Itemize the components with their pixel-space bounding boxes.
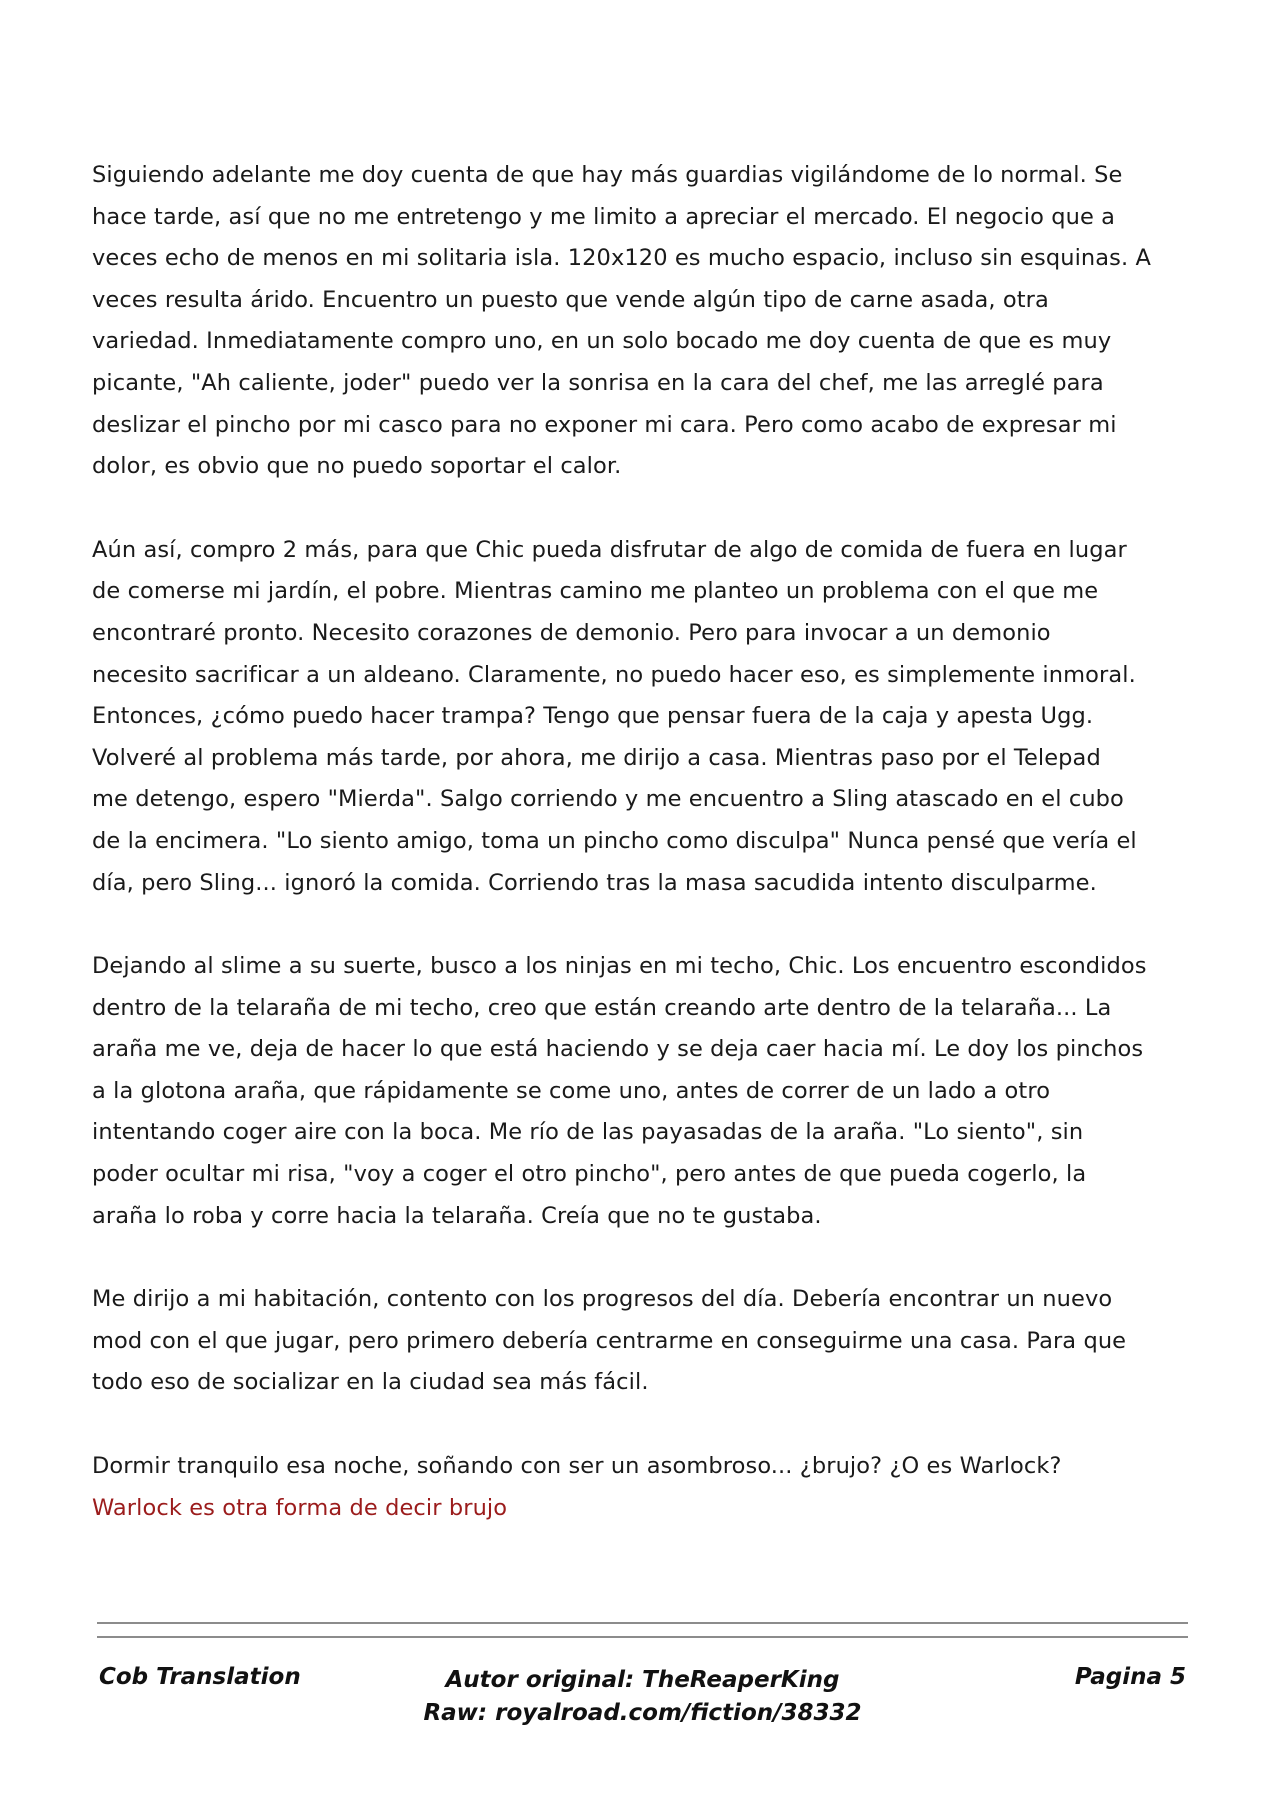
footer-page-number: Pagina 5 bbox=[1074, 1664, 1186, 1690]
text-line: Me dirijo a mi habitación, contento con los progresos del día. Debería encontrar un nuevo bbox=[92, 1286, 1113, 1313]
footer-translator: Cob Translation bbox=[99, 1664, 301, 1690]
text-line: Entonces, ¿cómo puedo hacer trampa? Tengo que pensar fuera de la caja y apesta Ugg. bbox=[92, 703, 1094, 730]
text-line: variedad. Inmediatamente compro uno, en un solo bocado me doy cuenta de que es muy bbox=[92, 328, 1112, 355]
text-line: Dejando al slime a su suerte, busco a los ninjas en mi techo, Chic. Los encuentro escondidos bbox=[92, 953, 1147, 980]
text-line: veces resulta árido. Encuentro un puesto que vende algún tipo de carne asada, otra bbox=[92, 286, 1049, 313]
text-line: veces echo de menos en mi solitaria isla. 120x120 es mucho espacio, incluso sin esquinas. A bbox=[92, 245, 1151, 272]
text-line: de comerse mi jardín, el pobre. Mientras camino me planteo un problema con el que me bbox=[92, 578, 1099, 605]
text-line: día, pero Sling... ignoró la comida. Corriendo tras la masa sacudida intento disculparme. bbox=[92, 869, 1097, 896]
text-line: araña me ve, deja de hacer lo que está haciendo y se deja caer hacia mí. Le doy los pinchos bbox=[92, 1036, 1144, 1063]
text-line: me detengo, espero "Mierda". Salgo corriendo y me encuentro a Sling atascado en el cubo bbox=[92, 786, 1124, 813]
text-line: de la encimera. "Lo siento amigo, toma un pincho como disculpa" Nunca pensé que vería el bbox=[92, 827, 1137, 854]
text-line: encontraré pronto. Necesito corazones de demonio. Pero para invocar a un demonio bbox=[92, 619, 1051, 646]
translator-note: Warlock es otra forma de decir brujo bbox=[92, 1494, 508, 1521]
text-line: necesito sacrificar a un aldeano. Claramente, no puedo hacer eso, es simplemente inmoral. bbox=[92, 661, 1136, 688]
paragraph-5 bbox=[92, 1446, 1202, 1529]
text-line: dolor, es obvio que no puedo soportar el calor. bbox=[92, 453, 622, 480]
footer-divider-top bbox=[97, 1622, 1188, 1624]
text-line: deslizar el pincho por mi casco para no exponer mi cara. Pero como acabo de expresar mi bbox=[92, 411, 1117, 438]
text-line: poder ocultar mi risa, "voy a coger el otro pincho", pero antes de que pueda cogerlo, la bbox=[92, 1161, 1087, 1188]
text-line: Dormir tranquilo esa noche, soñando con ser un asombroso... ¿brujo? ¿O es Warlock? bbox=[92, 1453, 1062, 1480]
text-line: Aún así, compro 2 más, para que Chic pueda disfrutar de algo de comida de fuera en lugar bbox=[92, 536, 1127, 563]
paragraph-4 bbox=[92, 1279, 1202, 1404]
paragraph-1 bbox=[92, 155, 1202, 488]
text-line: a la glotona araña, que rápidamente se come uno, antes de correr de un lado a otro bbox=[92, 1077, 1051, 1104]
text-line: dentro de la telaraña de mi techo, creo que están creando arte dentro de la telaraña... La bbox=[92, 994, 1112, 1021]
footer-raw-source: Raw: royalroad.com/fiction/38332 bbox=[423, 1700, 862, 1726]
footer-original-author: Autor original: TheReaperKing bbox=[445, 1667, 840, 1693]
paragraph-2 bbox=[92, 530, 1202, 904]
body-text bbox=[92, 155, 1202, 1571]
text-line: picante, "Ah caliente, joder" puedo ver la sonrisa en la cara del chef, me las arreglé para bbox=[92, 369, 1104, 396]
footer-divider-bottom bbox=[97, 1636, 1188, 1638]
text-line: araña lo roba y corre hacia la telaraña. Creía que no te gustaba. bbox=[92, 1202, 822, 1229]
text-line: Volveré al problema más tarde, por ahora, me dirijo a casa. Mientras paso por el Telepad bbox=[92, 744, 1101, 771]
text-line: hace tarde, así que no me entretengo y me limito a apreciar el mercado. El negocio que a bbox=[92, 203, 1116, 230]
text-line: mod con el que jugar, pero primero debería centrarme en conseguirme una casa. Para que bbox=[92, 1327, 1127, 1354]
text-line: Siguiendo adelante me doy cuenta de que hay más guardias vigilándome de lo normal. Se bbox=[92, 162, 1123, 188]
footer-credits bbox=[97, 1664, 1188, 1730]
text-line: todo eso de socializar en la ciudad sea más fácil. bbox=[92, 1369, 649, 1396]
paragraph-3 bbox=[92, 946, 1202, 1237]
text-line: intentando coger aire con la boca. Me río de las payasadas de la araña. "Lo siento", sin bbox=[92, 1119, 1084, 1146]
